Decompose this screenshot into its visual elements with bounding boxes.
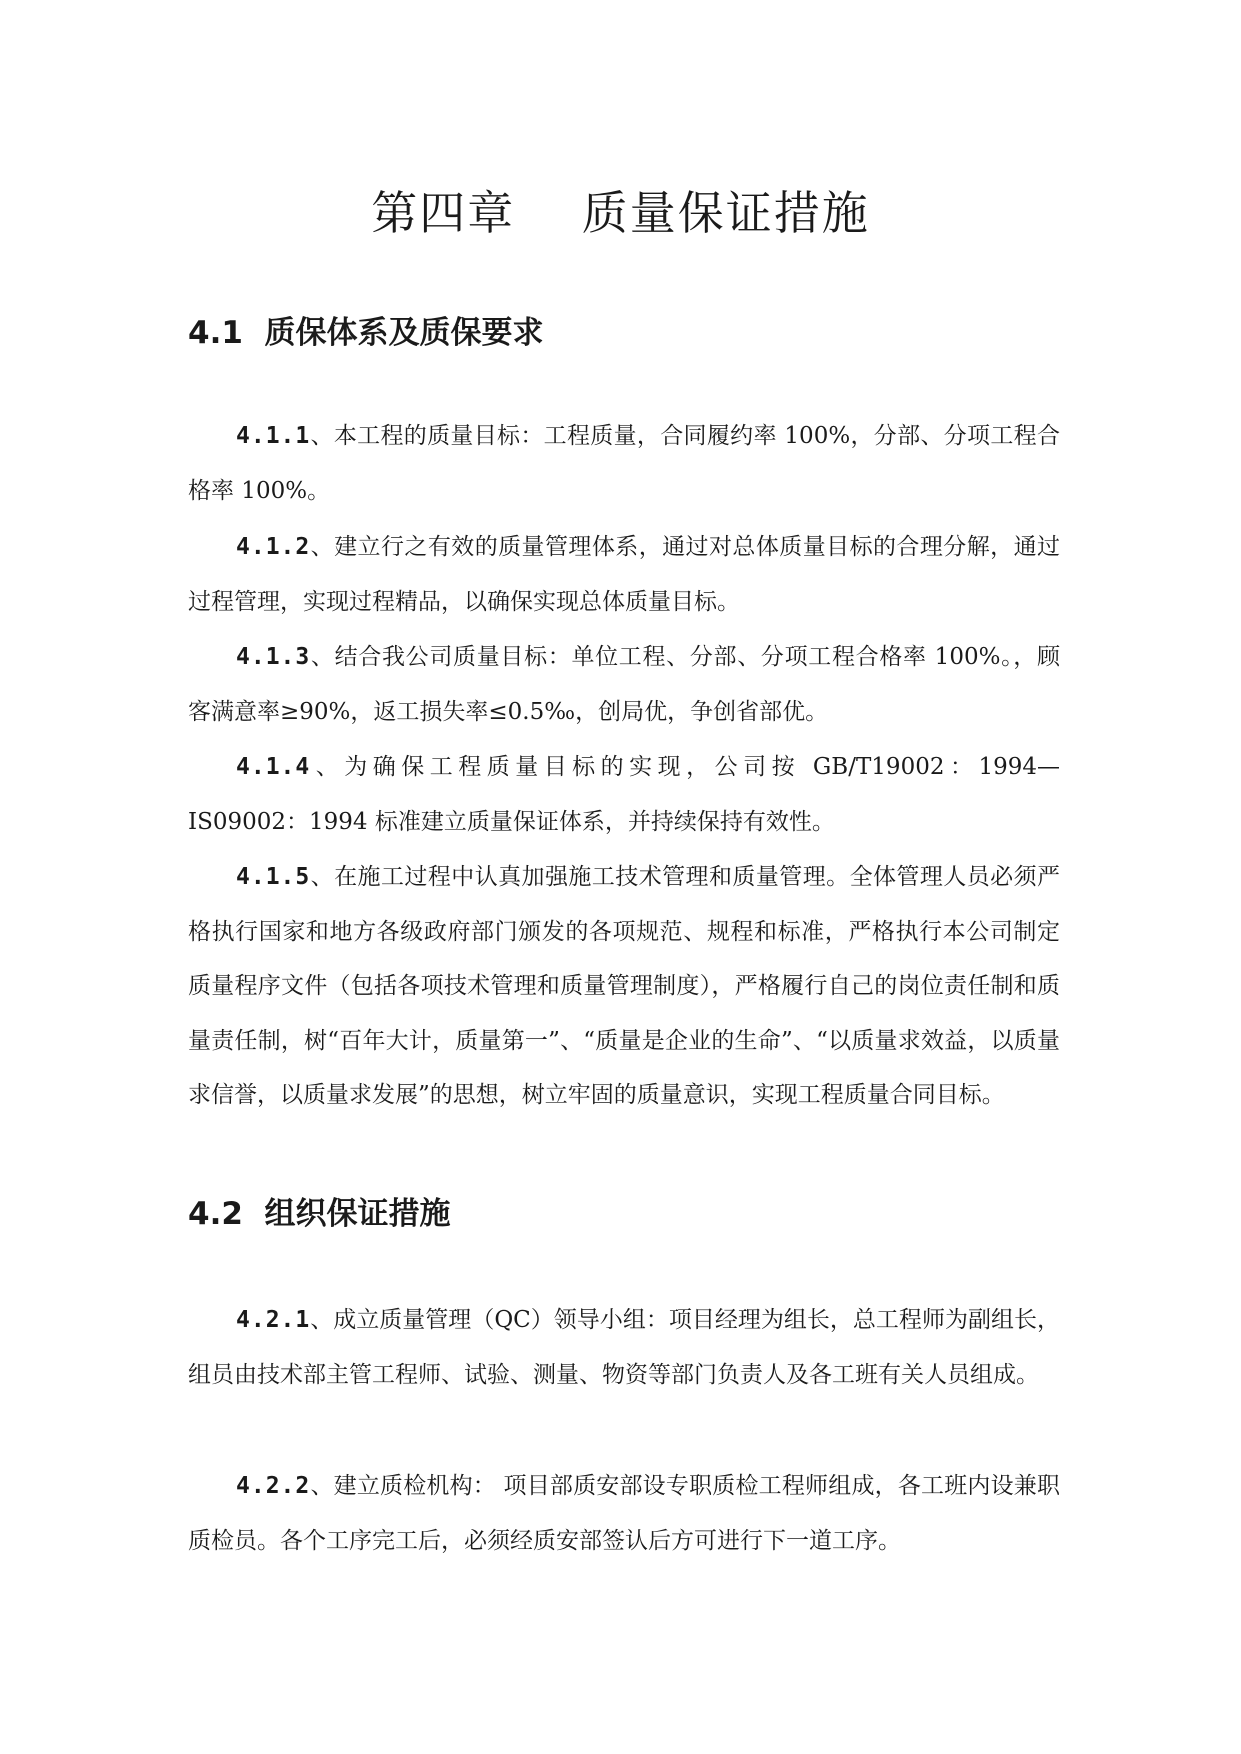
paragraph-number: 4.1.1 <box>236 423 311 449</box>
paragraph-4-1-1 <box>188 409 1060 518</box>
paragraph-number: 4.1.5 <box>236 864 311 890</box>
paragraph-4-2-1 <box>188 1293 1060 1402</box>
paragraph-4-1-2 <box>188 520 1060 629</box>
paragraph-text: 、成立质量管理（QC）领导小组：项目经理为组长，总工程师为副组长，组员由技术部主管工程师、试验、测量、物资等部门负责人及各工班有关人员组成。 <box>188 1307 1060 1388</box>
section-heading-4-1: 4.1 质保体系及质保要求 <box>188 315 544 351</box>
paragraph-number: 4.1.3 <box>236 644 311 670</box>
paragraph-number: 4.1.4 <box>236 754 311 780</box>
paragraph-text: 、为确保工程质量目标的实现，公司按 GB/T19002：1994—IS09002：1994 标准建立质量保证体系，并持续保持有效性。 <box>188 754 1060 835</box>
paragraph-number: 4.2.2 <box>236 1473 311 1499</box>
paragraph-text: 、结合我公司质量目标：单位工程、分部、分项工程合格率 100%。，顾客满意率≥90%，返工损失率≤0.5‰，创局优，争创省部优。 <box>188 644 1060 725</box>
paragraph-4-1-3 <box>188 630 1060 739</box>
paragraph-4-1-5 <box>188 850 1060 1123</box>
paragraph-text: 、在施工过程中认真加强施工技术管理和质量管理。全体管理人员必须严格执行国家和地方各级政府部门颁发的各项规范、规程和标准，严格执行本公司制定质量程序文件（包括各项技术管理和质量管理制度），严格履行自己的岗位责任制和质量责任制，树“百年大计，质量第一”、“质量是企业的生命”、“以质量求效益，以质量求信誉，以质量求发展”的思想，树立牢固的质量意识，实现工程质量合同目标。 <box>188 864 1060 1108</box>
paragraph-text: 、建立行之有效的质量管理体系，通过对总体质量目标的合理分解，通过过程管理，实现过程精品，以确保实现总体质量目标。 <box>188 534 1060 615</box>
paragraph-number: 4.2.1 <box>236 1307 311 1333</box>
paragraph-4-2-2 <box>188 1459 1060 1568</box>
section-heading-4-2: 4.2 组织保证措施 <box>188 1196 451 1232</box>
chapter-title: 第四章 质量保证措施 <box>371 186 870 240</box>
paragraph-4-1-4 <box>188 740 1060 849</box>
paragraph-text: 、本工程的质量目标：工程质量，合同履约率 100%，分部、分项工程合格率 100%。 <box>188 423 1060 504</box>
paragraph-number: 4.1.2 <box>236 534 311 560</box>
paragraph-text: 、建立质检机构： 项目部质安部设专职质检工程师组成，各工班内设兼职质检员。各个工序完工后，必须经质安部签认后方可进行下一道工序。 <box>188 1473 1060 1554</box>
